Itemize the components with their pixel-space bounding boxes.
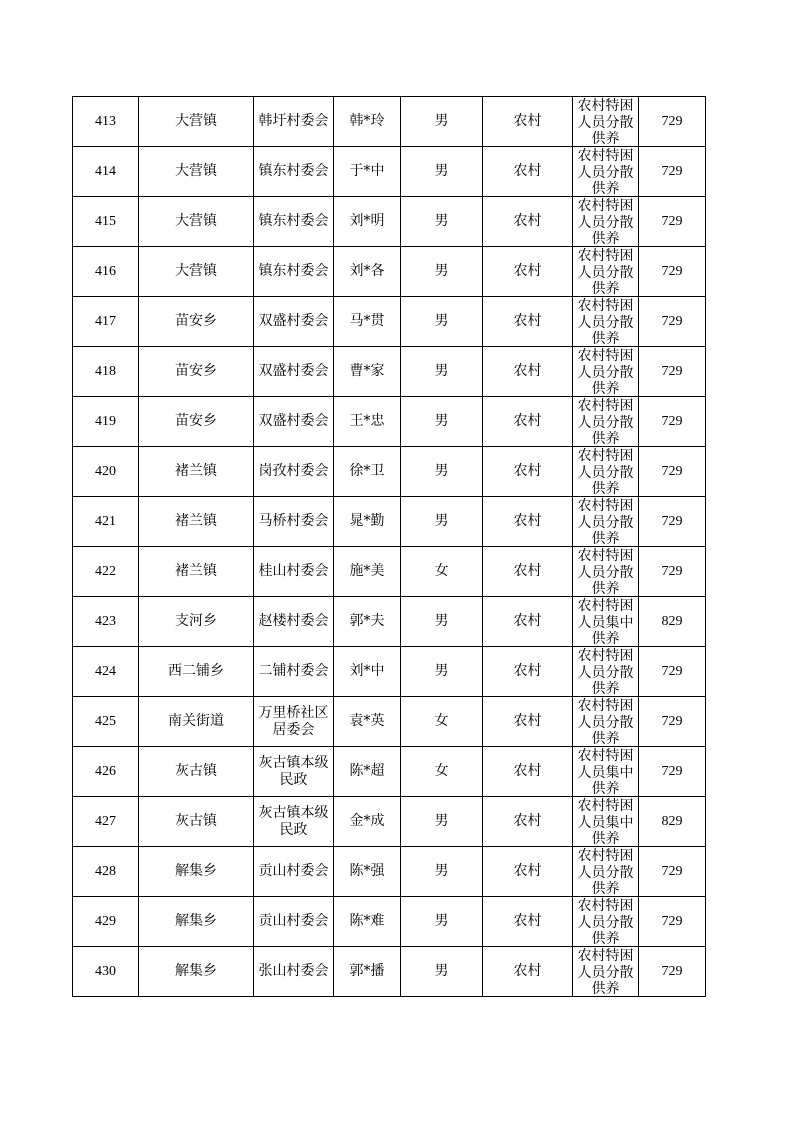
cell-town: 大营镇 <box>139 247 254 297</box>
table-row <box>73 597 706 647</box>
table-row <box>73 647 706 697</box>
cell-area-type: 农村 <box>483 397 573 447</box>
cell-gender: 女 <box>401 547 483 597</box>
cell-support-category <box>573 397 639 447</box>
cell-area-type: 农村 <box>483 847 573 897</box>
cell-person-name: 刘*各 <box>334 247 401 297</box>
table-row <box>73 147 706 197</box>
cell-support-category <box>573 247 639 297</box>
cell-gender: 男 <box>401 847 483 897</box>
cell-serial-number: 430 <box>73 947 139 997</box>
cell-serial-number: 417 <box>73 297 139 347</box>
cell-person-name: 陈*超 <box>334 747 401 797</box>
cell-person-name: 徐*卫 <box>334 447 401 497</box>
cell-support-category <box>573 147 639 197</box>
cell-serial-number: 425 <box>73 697 139 747</box>
cell-amount: 729 <box>639 897 706 947</box>
cell-gender: 男 <box>401 897 483 947</box>
cell-village-committee: 镇东村委会 <box>254 197 334 247</box>
cell-gender: 男 <box>401 447 483 497</box>
cell-town: 褚兰镇 <box>139 547 254 597</box>
cell-serial-number: 422 <box>73 547 139 597</box>
support-category-text: 农村特困人员分散供养 <box>577 698 634 746</box>
cell-amount: 729 <box>639 697 706 747</box>
cell-area-type: 农村 <box>483 647 573 697</box>
cell-town: 解集乡 <box>139 897 254 947</box>
cell-serial-number: 427 <box>73 797 139 847</box>
support-category-text: 农村特困人员分散供养 <box>577 298 634 346</box>
cell-serial-number: 418 <box>73 347 139 397</box>
cell-gender: 男 <box>401 297 483 347</box>
support-category-text: 农村特困人员集中供养 <box>577 598 634 646</box>
table-row <box>73 297 706 347</box>
cell-amount: 729 <box>639 247 706 297</box>
cell-gender: 男 <box>401 97 483 147</box>
cell-gender: 男 <box>401 947 483 997</box>
cell-town: 灰古镇 <box>139 747 254 797</box>
cell-town: 南关街道 <box>139 697 254 747</box>
cell-gender: 男 <box>401 647 483 697</box>
cell-town: 灰古镇 <box>139 797 254 847</box>
cell-town: 西二铺乡 <box>139 647 254 697</box>
cell-area-type: 农村 <box>483 747 573 797</box>
cell-amount: 729 <box>639 397 706 447</box>
support-category-text: 农村特困人员分散供养 <box>577 448 634 496</box>
table-row <box>73 697 706 747</box>
cell-support-category <box>573 547 639 597</box>
table-row <box>73 497 706 547</box>
cell-village-committee: 二铺村委会 <box>254 647 334 697</box>
cell-gender: 男 <box>401 247 483 297</box>
cell-person-name: 袁*英 <box>334 697 401 747</box>
cell-area-type: 农村 <box>483 547 573 597</box>
cell-town: 褚兰镇 <box>139 497 254 547</box>
cell-amount: 729 <box>639 447 706 497</box>
cell-person-name: 郭*播 <box>334 947 401 997</box>
cell-area-type: 农村 <box>483 247 573 297</box>
support-category-text: 农村特困人员分散供养 <box>577 248 634 296</box>
cell-person-name: 刘*中 <box>334 647 401 697</box>
cell-village-committee: 岗孜村委会 <box>254 447 334 497</box>
cell-person-name: 王*忠 <box>334 397 401 447</box>
cell-amount: 729 <box>639 497 706 547</box>
cell-person-name: 刘*明 <box>334 197 401 247</box>
support-category-text: 农村特困人员分散供养 <box>577 148 634 196</box>
cell-village-committee: 赵楼村委会 <box>254 597 334 647</box>
table-row <box>73 247 706 297</box>
cell-amount: 729 <box>639 197 706 247</box>
cell-village-committee: 镇东村委会 <box>254 247 334 297</box>
cell-amount: 829 <box>639 597 706 647</box>
cell-support-category <box>573 847 639 897</box>
cell-serial-number: 429 <box>73 897 139 947</box>
cell-support-category <box>573 697 639 747</box>
table-row <box>73 197 706 247</box>
cell-amount: 729 <box>639 97 706 147</box>
cell-gender: 男 <box>401 597 483 647</box>
support-category-text: 农村特困人员分散供养 <box>577 498 634 546</box>
table-body <box>73 97 706 997</box>
cell-serial-number: 426 <box>73 747 139 797</box>
support-category-text: 农村特困人员分散供养 <box>577 648 634 696</box>
cell-village-committee: 灰古镇本级民政 <box>254 797 334 847</box>
cell-person-name: 陈*强 <box>334 847 401 897</box>
cell-town: 大营镇 <box>139 97 254 147</box>
relief-roster-table <box>72 96 706 997</box>
cell-area-type: 农村 <box>483 347 573 397</box>
cell-serial-number: 424 <box>73 647 139 697</box>
cell-serial-number: 423 <box>73 597 139 647</box>
cell-person-name: 郭*夫 <box>334 597 401 647</box>
cell-area-type: 农村 <box>483 147 573 197</box>
cell-village-committee: 镇东村委会 <box>254 147 334 197</box>
cell-serial-number: 420 <box>73 447 139 497</box>
cell-amount: 729 <box>639 147 706 197</box>
cell-person-name: 晁*勤 <box>334 497 401 547</box>
support-category-text: 农村特困人员分散供养 <box>577 198 634 246</box>
table-row <box>73 347 706 397</box>
cell-person-name: 陈*难 <box>334 897 401 947</box>
cell-gender: 男 <box>401 147 483 197</box>
cell-serial-number: 419 <box>73 397 139 447</box>
cell-town: 支河乡 <box>139 597 254 647</box>
cell-town: 解集乡 <box>139 847 254 897</box>
cell-area-type: 农村 <box>483 897 573 947</box>
cell-village-committee: 贡山村委会 <box>254 847 334 897</box>
cell-amount: 729 <box>639 947 706 997</box>
cell-area-type: 农村 <box>483 297 573 347</box>
cell-person-name: 曹*家 <box>334 347 401 397</box>
cell-person-name: 韩*玲 <box>334 97 401 147</box>
cell-village-committee: 张山村委会 <box>254 947 334 997</box>
cell-area-type: 农村 <box>483 797 573 847</box>
cell-support-category <box>573 797 639 847</box>
cell-amount: 829 <box>639 797 706 847</box>
table-row <box>73 897 706 947</box>
cell-support-category <box>573 347 639 397</box>
support-category-text: 农村特困人员分散供养 <box>577 848 634 896</box>
cell-serial-number: 416 <box>73 247 139 297</box>
cell-gender: 女 <box>401 697 483 747</box>
table-row <box>73 397 706 447</box>
table-row <box>73 547 706 597</box>
cell-area-type: 农村 <box>483 597 573 647</box>
table-row <box>73 797 706 847</box>
cell-gender: 男 <box>401 397 483 447</box>
cell-village-committee: 双盛村委会 <box>254 347 334 397</box>
cell-support-category <box>573 597 639 647</box>
support-category-text: 农村特困人员分散供养 <box>577 548 634 596</box>
support-category-text: 农村特困人员分散供养 <box>577 898 634 946</box>
cell-amount: 729 <box>639 547 706 597</box>
table-row <box>73 97 706 147</box>
cell-serial-number: 414 <box>73 147 139 197</box>
cell-support-category <box>573 497 639 547</box>
support-category-text: 农村特困人员分散供养 <box>577 948 634 996</box>
cell-support-category <box>573 747 639 797</box>
cell-town: 苗安乡 <box>139 297 254 347</box>
cell-gender: 男 <box>401 797 483 847</box>
support-category-text: 农村特困人员集中供养 <box>577 798 634 846</box>
support-category-text: 农村特困人员分散供养 <box>577 98 634 146</box>
cell-gender: 男 <box>401 497 483 547</box>
cell-town: 大营镇 <box>139 147 254 197</box>
cell-town: 苗安乡 <box>139 397 254 447</box>
cell-support-category <box>573 947 639 997</box>
cell-village-committee: 韩圩村委会 <box>254 97 334 147</box>
cell-support-category <box>573 647 639 697</box>
cell-person-name: 金*成 <box>334 797 401 847</box>
cell-amount: 729 <box>639 847 706 897</box>
cell-village-committee: 马桥村委会 <box>254 497 334 547</box>
cell-amount: 729 <box>639 297 706 347</box>
cell-amount: 729 <box>639 347 706 397</box>
cell-town: 苗安乡 <box>139 347 254 397</box>
table-row <box>73 447 706 497</box>
cell-village-committee: 贡山村委会 <box>254 897 334 947</box>
support-category-text: 农村特困人员分散供养 <box>577 348 634 396</box>
cell-town: 大营镇 <box>139 197 254 247</box>
cell-area-type: 农村 <box>483 447 573 497</box>
table-row <box>73 747 706 797</box>
cell-area-type: 农村 <box>483 697 573 747</box>
cell-gender: 女 <box>401 747 483 797</box>
cell-person-name: 于*中 <box>334 147 401 197</box>
cell-serial-number: 421 <box>73 497 139 547</box>
cell-village-committee: 灰古镇本级民政 <box>254 747 334 797</box>
cell-serial-number: 428 <box>73 847 139 897</box>
cell-amount: 729 <box>639 647 706 697</box>
cell-area-type: 农村 <box>483 97 573 147</box>
cell-support-category <box>573 897 639 947</box>
cell-village-committee: 桂山村委会 <box>254 547 334 597</box>
cell-village-committee: 万里桥社区居委会 <box>254 697 334 747</box>
cell-serial-number: 415 <box>73 197 139 247</box>
cell-support-category <box>573 297 639 347</box>
cell-town: 褚兰镇 <box>139 447 254 497</box>
cell-support-category <box>573 447 639 497</box>
cell-person-name: 马*贯 <box>334 297 401 347</box>
cell-town: 解集乡 <box>139 947 254 997</box>
cell-area-type: 农村 <box>483 947 573 997</box>
table-row <box>73 947 706 997</box>
cell-serial-number: 413 <box>73 97 139 147</box>
cell-person-name: 施*美 <box>334 547 401 597</box>
cell-support-category <box>573 97 639 147</box>
cell-support-category <box>573 197 639 247</box>
cell-amount: 729 <box>639 747 706 797</box>
cell-gender: 男 <box>401 197 483 247</box>
table-row <box>73 847 706 897</box>
cell-gender: 男 <box>401 347 483 397</box>
cell-village-committee: 双盛村委会 <box>254 297 334 347</box>
cell-area-type: 农村 <box>483 497 573 547</box>
support-category-text: 农村特困人员分散供养 <box>577 398 634 446</box>
support-category-text: 农村特困人员集中供养 <box>577 748 634 796</box>
cell-area-type: 农村 <box>483 197 573 247</box>
cell-village-committee: 双盛村委会 <box>254 397 334 447</box>
